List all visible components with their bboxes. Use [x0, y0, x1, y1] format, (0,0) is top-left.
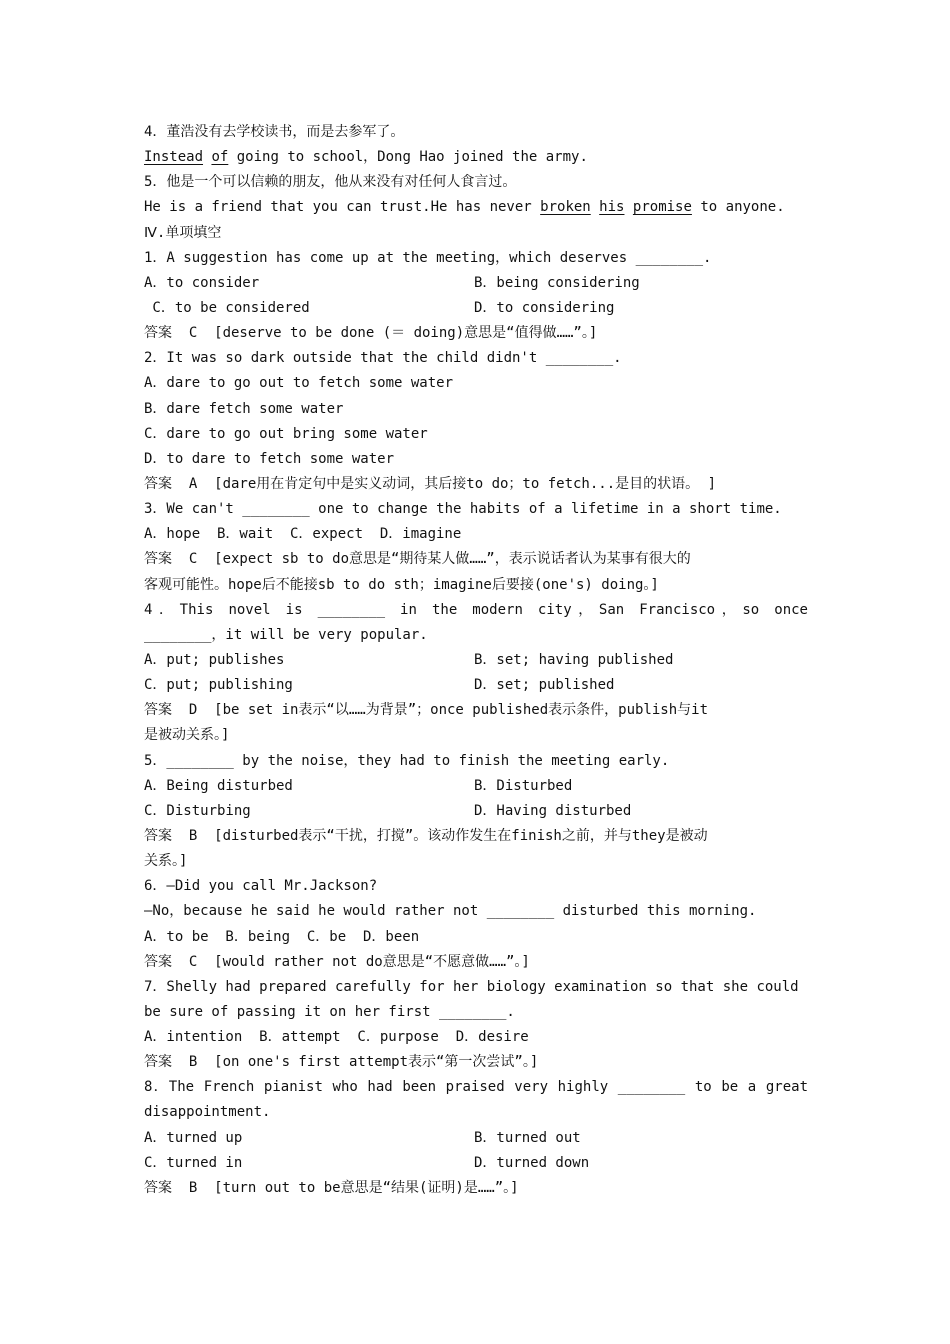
question-stem: 4．This novel is ________ in the modern city，San Francisco，so once	[144, 601, 808, 618]
option: C．put; publishing	[144, 677, 293, 694]
answer-explanation: 客观可能性。hope后不能接sb to do sth；imagine后要接(one's) doing。]	[144, 576, 659, 593]
question-stem: ________，it will be very popular.	[144, 626, 428, 643]
option: D．to considering	[474, 299, 615, 316]
section-heading: Ⅳ.单项填空	[144, 224, 222, 241]
options-line: A．intention B．attempt C．purpose D．desire	[144, 1029, 529, 1046]
option: C．to be considered	[144, 299, 310, 316]
options-row	[144, 271, 808, 296]
options-row	[144, 673, 808, 698]
answer-explanation: 答案 A [dare用在肯定句中是实义动词，其后接to do；to fetch...是目的状语。 ]	[144, 475, 717, 492]
answer-explanation: 答案 C [expect sb to do意思是“期待某人做……”，表示说话者认为某事有很大的	[144, 551, 691, 568]
options-row	[144, 648, 808, 673]
answer-word: broken	[540, 199, 591, 216]
question-stem: 7．Shelly had prepared carefully for her biology examination so that she could	[144, 978, 799, 995]
options-row	[144, 774, 808, 799]
options-line: A．hope B．wait C．expect D．imagine	[144, 526, 462, 543]
question-stem: 1．A suggestion has come up at the meeting，which deserves ________.	[144, 249, 712, 266]
sentence-5-chinese: 5．他是一个可以信赖的朋友，他从来没有对任何人食言过。	[144, 174, 517, 191]
option: B．dare fetch some water	[144, 400, 344, 417]
option: A．turned up	[144, 1129, 243, 1146]
question-stem: be sure of passing it on her first ________.	[144, 1003, 515, 1020]
sentence-4-chinese: 4．董浩没有去学校读书，而是去参军了。	[144, 124, 405, 140]
question-stem: 6．—Did you call Mr.Jackson?	[144, 878, 378, 895]
answer-explanation: 答案 B [turn out to be意思是“结果(证明)是……”。]	[144, 1179, 519, 1196]
option: B．being considering	[474, 274, 640, 291]
option: B．set; having published	[474, 651, 674, 668]
answer-explanation: 答案 C [would rather not do意思是“不愿意做……”。]	[144, 953, 530, 970]
question-stem: 8．The French pianist who had been praised very highly ________ to be a great	[144, 1079, 808, 1096]
option: D．Having disturbed	[474, 802, 632, 819]
option: A．put; publishes	[144, 651, 285, 668]
question-stem: disappointment.	[144, 1104, 271, 1121]
document-page	[144, 120, 808, 1201]
sentence-4-english: Instead of going to school，Dong Hao joined the army.	[144, 149, 588, 166]
answer-explanation: 答案 B [on one's first attempt表示“第一次尝试”。]	[144, 1054, 539, 1071]
answer-word: of	[211, 149, 229, 166]
option: C．turned in	[144, 1154, 243, 1171]
answer-word: promise	[632, 199, 692, 216]
answer-explanation: 答案 C [deserve to be done (＝ doing)意思是“值得做……”。]	[144, 325, 598, 342]
options-row	[144, 1126, 808, 1151]
option: A．Being disturbed	[144, 777, 293, 794]
answer-word: his	[599, 199, 625, 216]
question-stem: 2．It was so dark outside that the child didn't ________.	[144, 350, 622, 367]
answer-explanation: 关系。]	[144, 853, 188, 870]
question-stem: 5．________ by the noise，they had to finish the meeting early.	[144, 752, 670, 769]
options-row	[144, 799, 808, 824]
answer-explanation: 答案 D [be set in表示“以……为背景”；once published表示条件，publish与it	[144, 702, 709, 719]
answer-explanation: 答案 B [disturbed表示“干扰，打搅”。该动作发生在finish之前，并与they是被动	[144, 827, 708, 844]
option: C．Disturbing	[144, 802, 251, 819]
question-stem: —No，because he said he would rather not ________ disturbed this morning.	[144, 903, 757, 920]
option: D．set; published	[474, 677, 615, 694]
option: C．dare to go out bring some water	[144, 425, 428, 442]
options-line: A．to be B．being C．be D．been	[144, 928, 420, 945]
option: D．turned down	[474, 1154, 590, 1171]
answer-explanation: 是被动关系。]	[144, 727, 230, 744]
option: B．Disturbed	[474, 777, 573, 794]
sentence-5-english: He is a friend that you can trust.He has never broken his promise to anyone.	[144, 199, 785, 216]
option: A．dare to go out to fetch some water	[144, 375, 454, 392]
option: B．turned out	[474, 1129, 581, 1146]
options-row	[144, 296, 808, 321]
options-row	[144, 1151, 808, 1176]
option: A．to consider	[144, 274, 260, 291]
question-stem: 3．We can't ________ one to change the habits of a lifetime in a short time.	[144, 501, 782, 518]
answer-word: Instead	[144, 149, 204, 166]
option: D．to dare to fetch some water	[144, 450, 395, 467]
